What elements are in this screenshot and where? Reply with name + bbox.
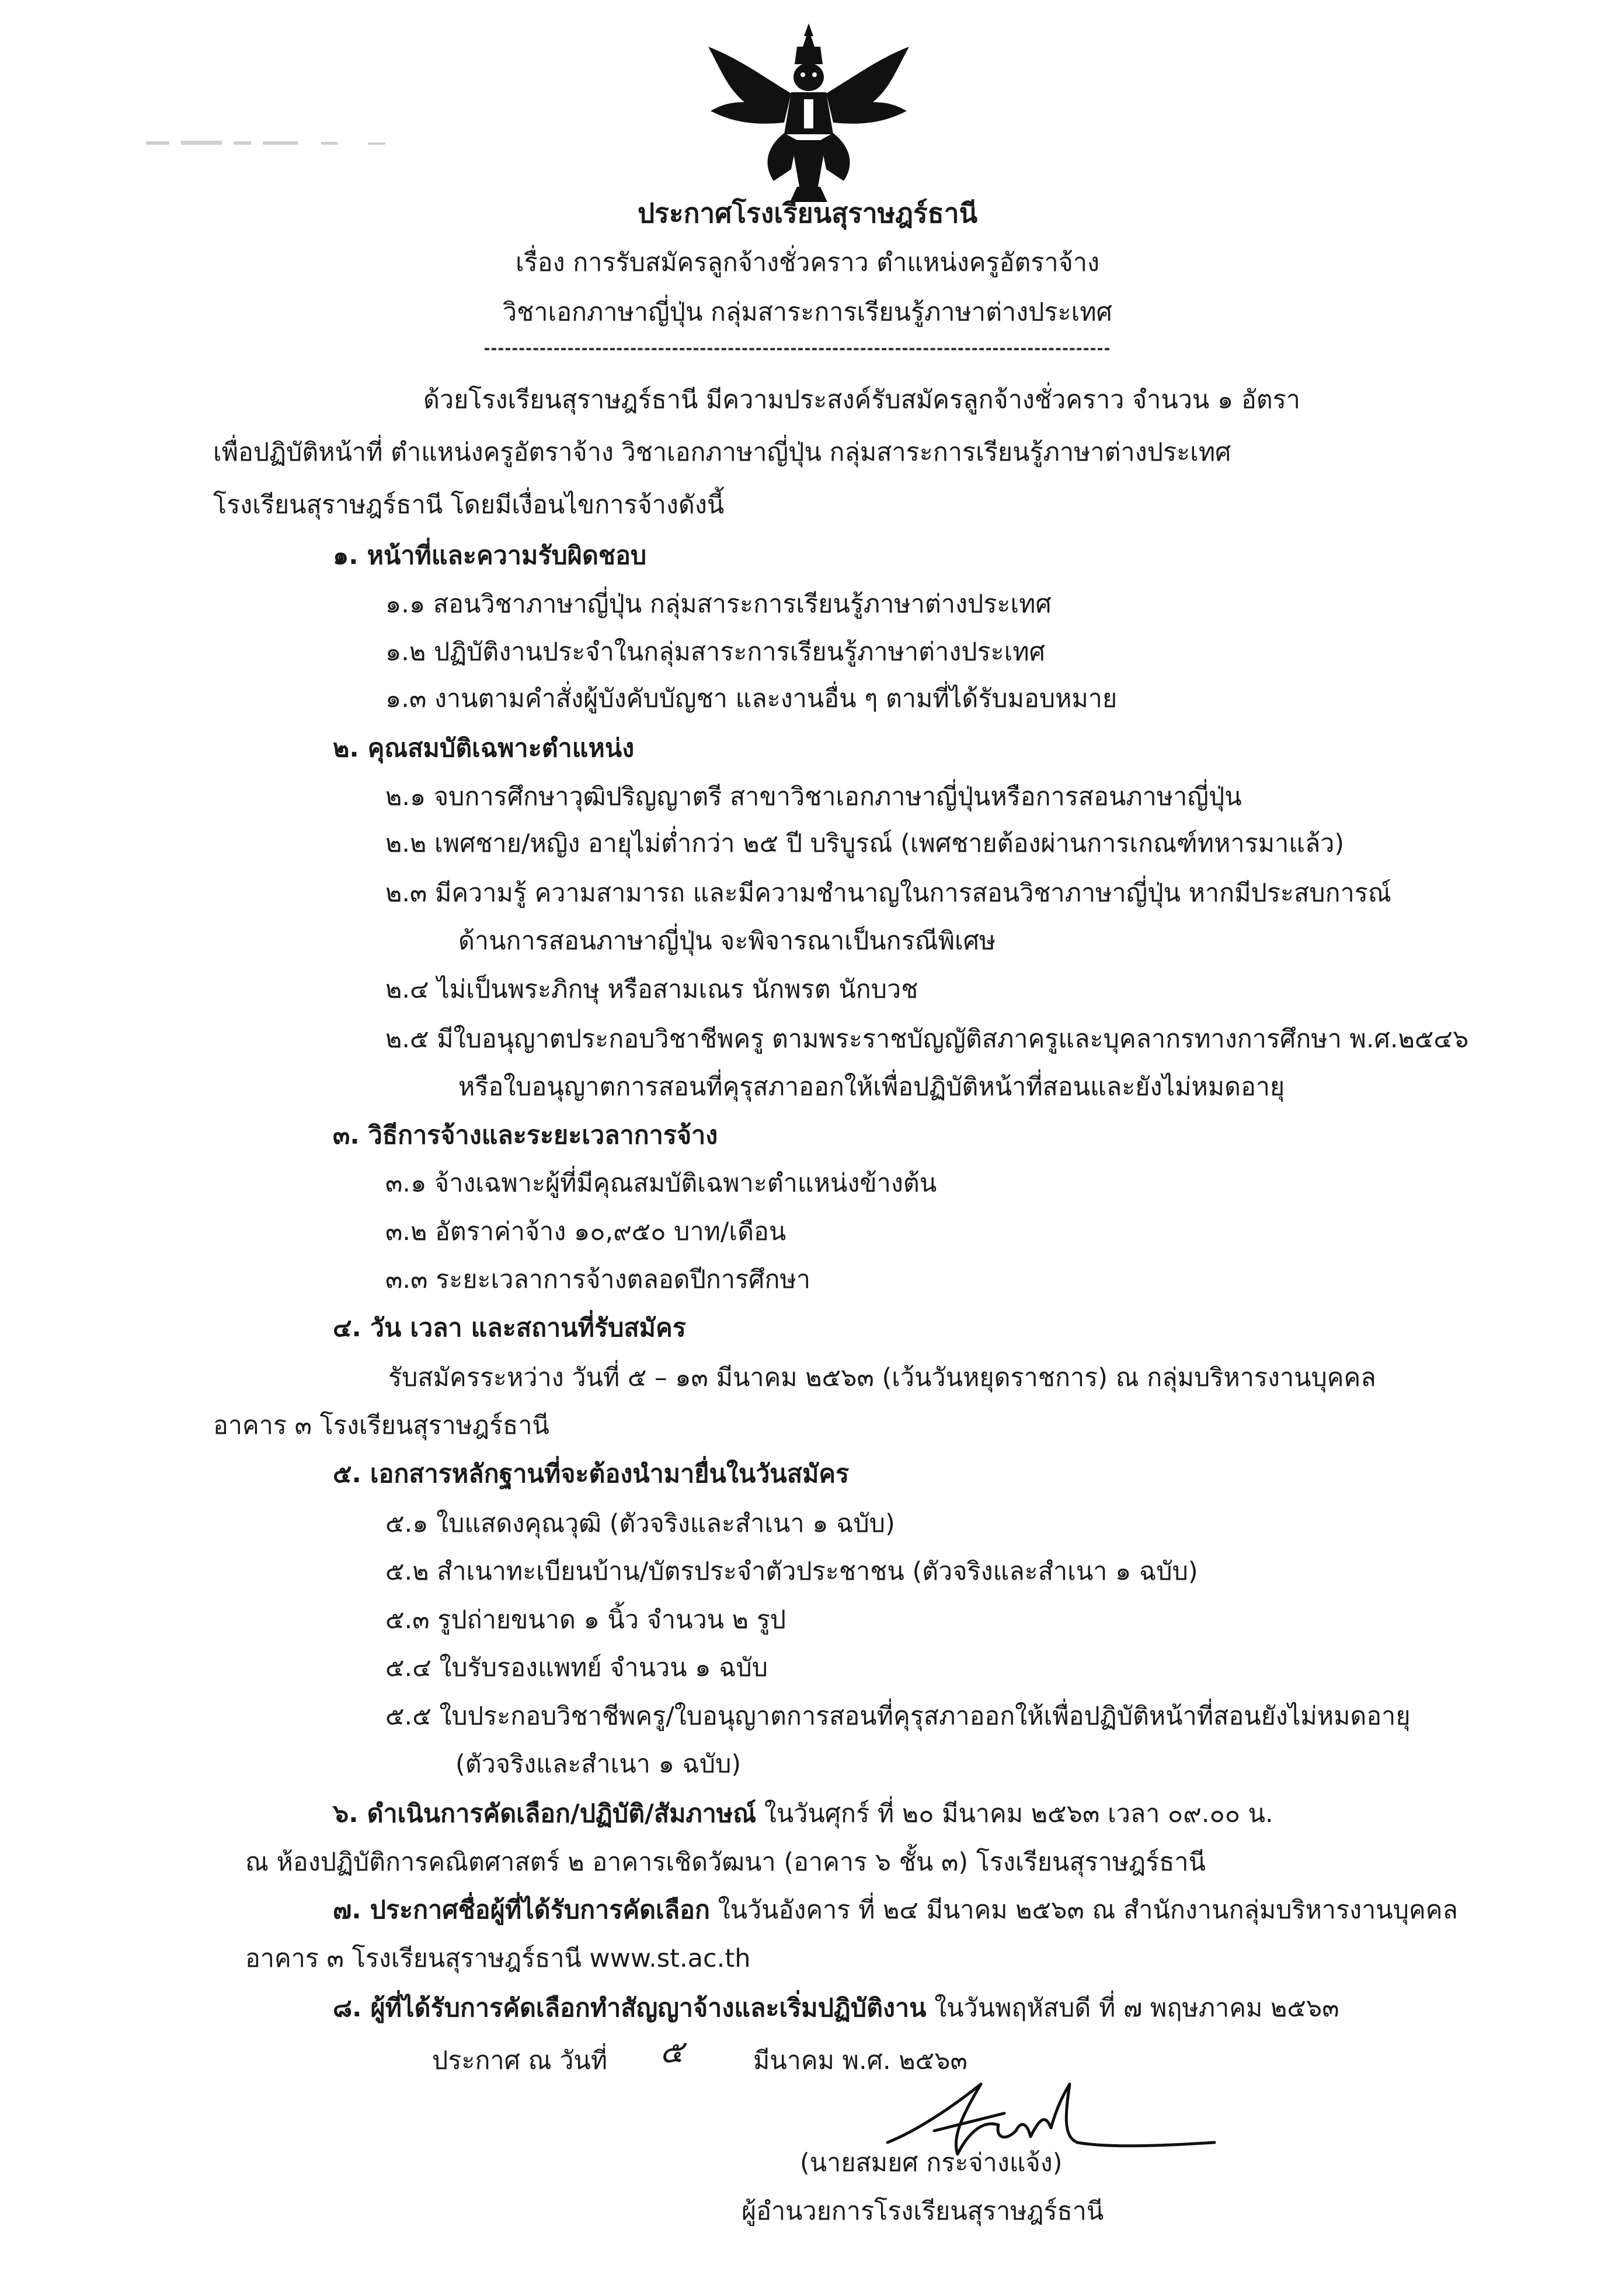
section-3-item-1: ๓.๑ จ้างเฉพาะผู้ที่มีคุณสมบัติเฉพาะตำแหน่งข้างต้น <box>385 1169 937 1198</box>
section-5-item-4: ๕.๔ ใบรับรองแพทย์ จำนวน ๑ ฉบับ <box>385 1653 768 1682</box>
handwritten-day: ๕ <box>660 2033 684 2070</box>
section-8-lead: ๘. ผู้ที่ได้รับการคัดเลือกทำสัญญาจ้างและเริ่มปฏิบัติงาน <box>333 1994 927 2023</box>
section-2-item-3: ๒.๓ มีความรู้ ความสามารถ และมีความชำนาญในการสอนวิชาภาษาญี่ปุ่น หากมีประสบการณ์ <box>385 879 1391 908</box>
subject-line-2: วิชาเอกภาษาญี่ปุ่น กลุ่มสาระการเรียนรู้ภาษาต่างประเทศ <box>503 298 1112 327</box>
section-8-rest: ในวันพฤหัสบดี ที่ ๗ พฤษภาคม ๒๕๖๓ <box>926 1994 1339 2023</box>
section-2-item-2: ๒.๒ เพศชาย/หญิง อายุไม่ต่ำกว่า ๒๕ ปี บริบูรณ์ (เพศชายต้องผ่านการเกณฑ์ทหารมาแล้ว) <box>385 829 1345 858</box>
section-2-item-3-cont: ด้านการสอนภาษาญี่ปุ่น จะพิจารณาเป็นกรณีพิเศษ <box>458 926 996 956</box>
scan-smudge <box>146 138 391 149</box>
section-5-item-5-cont: (ตัวจริงและสำเนา ๑ ฉบับ) <box>455 1750 742 1779</box>
section-6-line-1 <box>333 1796 1273 1831</box>
section-1-item-3: ๑.๓ งานตามคำสั่งผู้บังคับบัญชา และงานอื่น ๆ ตามที่ได้รับมอบหมาย <box>385 684 1118 713</box>
section-7-rest: ในวันอังคาร ที่ ๒๔ มีนาคม ๒๕๖๓ ณ สำนักงานกลุ่มบริหารงานบุคคล <box>709 1896 1458 1925</box>
section-5-item-1: ๕.๑ ใบแสดงคุณวุฒิ (ตัวจริงและสำเนา ๑ ฉบับ) <box>385 1509 895 1538</box>
intro-line-3: โรงเรียนสุราษฎร์ธานี โดยมีเงื่อนไขการจ้างดังนี้ <box>213 490 725 520</box>
section-4-line-1: รับสมัครระหว่าง วันที่ ๕ – ๑๓ มีนาคม ๒๕๖๓ (เว้นวันหยุดราชการ) ณ กลุ่มบริหารงานบุคคล <box>388 1363 1376 1392</box>
section-1-item-2: ๑.๒ ปฏิบัติงานประจำในกลุ่มสาระการเรียนรู้ภาษาต่างประเทศ <box>385 637 1046 667</box>
section-5-item-2: ๕.๒ สำเนาทะเบียนบ้าน/บัตรประจำตัวประชาชน (ตัวจริงและสำเนา ๑ ฉบับ) <box>385 1557 1198 1586</box>
section-3-heading: ๓. วิธีการจ้างและระยะเวลาการจ้าง <box>333 1121 718 1150</box>
section-7-line-1 <box>333 1893 1458 1928</box>
section-6-line-2: ณ ห้องปฏิบัติการคณิตศาสตร์ ๒ อาคารเชิดวัฒนา (อาคาร ๖ ชั้น ๓) โรงเรียนสุราษฎร์ธานี <box>245 1848 1206 1877</box>
section-1-item-1: ๑.๑ สอนวิชาภาษาญี่ปุ่น กลุ่มสาระการเรียนรู้ภาษาต่างประเทศ <box>385 590 1052 619</box>
section-5-heading: ๕. เอกสารหลักฐานที่จะต้องนำมายื่นในวันสมัคร <box>333 1459 850 1489</box>
section-6-lead: ๖. ดำเนินการคัดเลือก/ปฏิบัติ/สัมภาษณ์ <box>333 1799 757 1828</box>
section-8-line-1 <box>333 1991 1339 2026</box>
section-3-item-2: ๓.๒ อัตราค่าจ้าง ๑๐,๙๕๐ บาท/เดือน <box>385 1217 786 1246</box>
section-7-line-2: อาคาร ๓ โรงเรียนสุราษฎร์ธานี www.st.ac.th <box>245 1944 751 1973</box>
garuda-emblem-icon <box>704 23 914 204</box>
section-1-heading: ๑. หน้าที่และความรับผิดชอบ <box>333 541 647 570</box>
announce-date-prefix: ประกาศ ณ วันที่ <box>432 2046 608 2075</box>
section-7-lead: ๗. ประกาศชื่อผู้ที่ได้รับการคัดเลือก <box>333 1896 710 1925</box>
section-2-item-5: ๒.๕ มีใบอนุญาตประกอบวิชาชีพครู ตามพระราชบัญญัติสภาครูและบุคลากรทางการศึกษา พ.ศ.๒๕๔๖ <box>385 1025 1469 1054</box>
section-5-item-3: ๕.๓ รูปถ่ายขนาด ๑ นิ้ว จำนวน ๒ รูป <box>385 1605 786 1635</box>
intro-line-2: เพื่อปฏิบัติหน้าที่ ตำแหน่งครูอัตราจ้าง วิชาเอกภาษาญี่ปุ่น กลุ่มสาระการเรียนรู้ภาษาต่างประเทศ <box>213 438 1231 467</box>
signer-title: ผู้อำนวยการโรงเรียนสุราษฎร์ธานี <box>742 2197 1104 2226</box>
section-2-item-1: ๒.๑ จบการศึกษาวุฒิปริญญาตรี สาขาวิชาเอกภาษาญี่ปุ่นหรือการสอนภาษาญี่ปุ่น <box>385 782 1242 811</box>
subject-line-1: เรื่อง การรับสมัครลูกจ้างชั่วคราว ตำแหน่งครูอัตราจ้าง <box>516 248 1099 277</box>
section-2-item-4: ๒.๔ ไม่เป็นพระภิกษุ หรือสามเณร นักพรต นักบวช <box>385 975 918 1004</box>
section-2-heading: ๒. คุณสมบัติเฉพาะตำแหน่ง <box>333 734 635 763</box>
section-4-heading: ๔. วัน เวลา และสถานที่รับสมัคร <box>333 1314 686 1343</box>
section-6-rest: ในวันศุกร์ ที่ ๒๐ มีนาคม ๒๕๖๓ เวลา ๐๙.๐๐ น. <box>756 1799 1273 1828</box>
section-5-item-5: ๕.๕ ใบประกอบวิชาชีพครู/ใบอนุญาตการสอนที่คุรุสภาออกให้เพื่อปฏิบัติหน้าที่สอนยังไม่หมดอายุ <box>385 1702 1411 1731</box>
announcement-title: ประกาศโรงเรียนสุราษฎร์ธานี <box>637 197 978 229</box>
section-4-line-2: อาคาร ๓ โรงเรียนสุราษฎร์ธานี <box>213 1411 549 1440</box>
announce-date-suffix: มีนาคม พ.ศ. ๒๕๖๓ <box>753 2046 967 2075</box>
section-2-item-5-cont: หรือใบอนุญาตการสอนที่คุรุสภาออกให้เพื่อปฏิบัติหน้าที่สอนและยังไม่หมดอายุ <box>458 1072 1285 1102</box>
intro-line-1: ด้วยโรงเรียนสุราษฎร์ธานี มีความประสงค์รับสมัครลูกจ้างชั่วคราว จำนวน ๑ อัตรา <box>423 385 1300 414</box>
section-3-item-3: ๓.๓ ระยะเวลาการจ้างตลอดปีการศึกษา <box>385 1265 810 1294</box>
header-divider <box>485 348 1109 350</box>
signer-name: (นายสมยศ กระจ่างแจ้ง) <box>800 2148 1063 2177</box>
